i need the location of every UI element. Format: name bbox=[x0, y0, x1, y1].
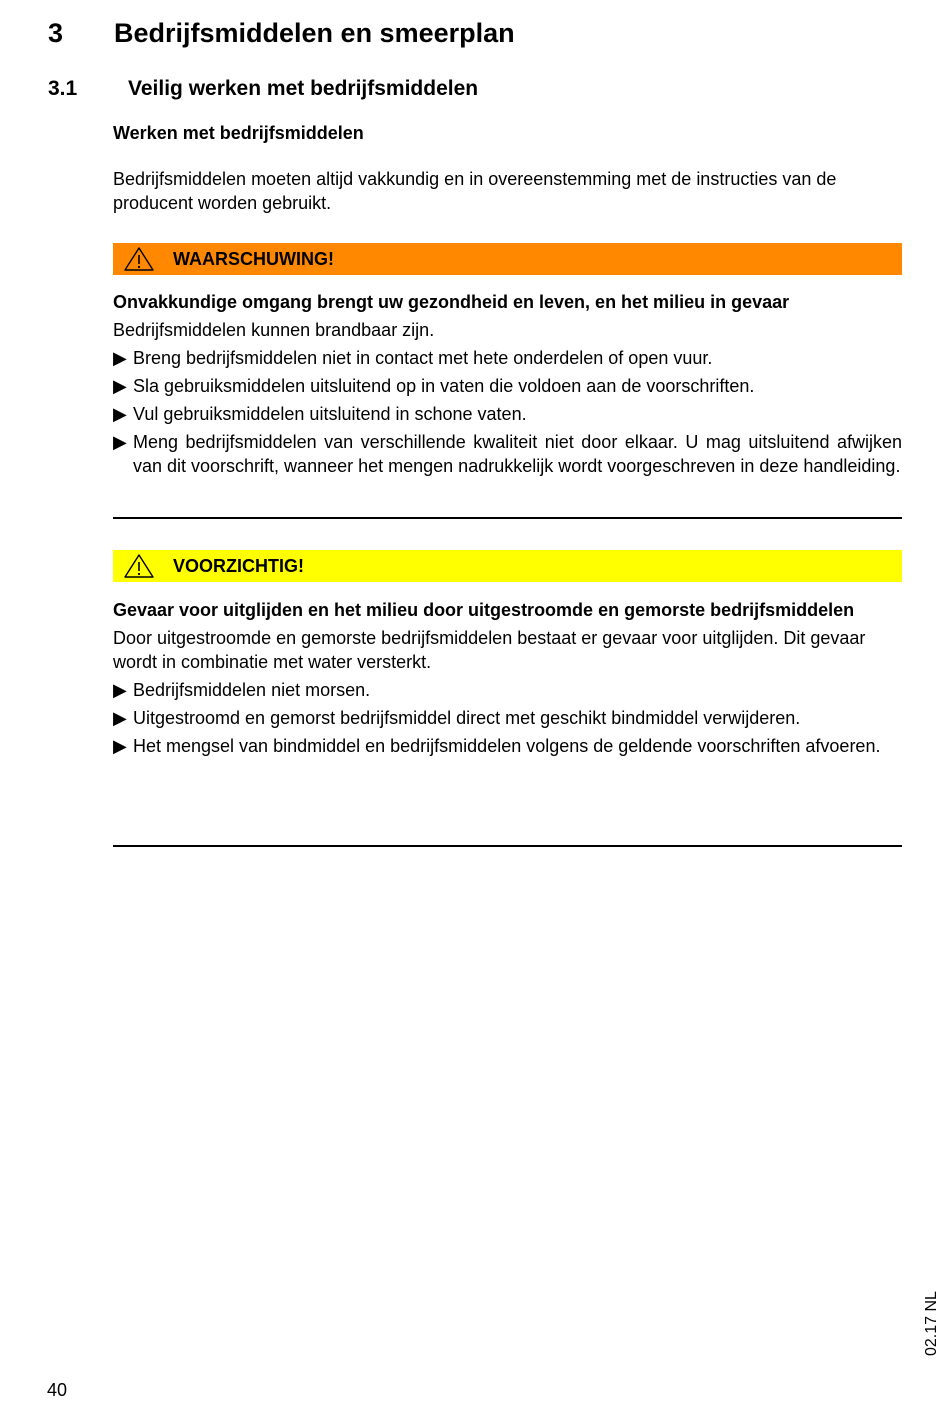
page-number: 40 bbox=[47, 1380, 68, 1400]
intro-paragraph: Bedrijfsmiddelen moeten altijd vakkundig en in overeenstemming met de instructies van de producent worden gebruikt. bbox=[113, 169, 837, 213]
bullet-arrow-icon: ▶ bbox=[113, 680, 127, 700]
section-heading bbox=[48, 75, 478, 103]
bullet-arrow-icon: ▶ bbox=[113, 348, 127, 368]
chapter-title: Bedrijfsmiddelen en smeerplan bbox=[114, 18, 515, 48]
caution-text: Door uitgestroomde en gemorste bedrijfsmiddelen bestaat er gevaar voor uitglijden. Dit gevaar wordt in combinatie met water versterkt. bbox=[113, 628, 866, 672]
caution-content bbox=[113, 598, 902, 762]
warning-text: Bedrijfsmiddelen kunnen brandbaar zijn. bbox=[113, 320, 435, 340]
warning-triangle-icon bbox=[123, 553, 155, 579]
section-number: 3.1 bbox=[48, 77, 78, 100]
chapter-number: 3 bbox=[48, 18, 64, 48]
bullet-arrow-icon: ▶ bbox=[113, 432, 127, 452]
caution-label: VOORZICHTIG! bbox=[173, 555, 304, 576]
warning-list bbox=[113, 346, 902, 478]
list-item: ▶ Breng bedrijfsmiddelen niet in contact met hete onderdelen of open vuur. bbox=[113, 348, 713, 368]
caution-signal-bar bbox=[113, 550, 902, 582]
caution-list bbox=[113, 678, 902, 758]
section-title: Veilig werken met bedrijfsmiddelen bbox=[128, 77, 479, 100]
list-item: ▶ Meng bedrijfsmiddelen van verschillende kwaliteit niet door elkaar. U mag uitsluitend afwijken van dit voorschrift, wanneer het mengen nadrukkelijk wordt voorgeschreven in deze handleiding. bbox=[113, 432, 902, 476]
chapter-heading bbox=[48, 16, 515, 50]
bullet-arrow-icon: ▶ bbox=[113, 708, 127, 728]
caution-divider bbox=[113, 845, 902, 847]
list-item: ▶ Vul gebruiksmiddelen uitsluitend in schone vaten. bbox=[113, 404, 527, 424]
warning-signal-bar bbox=[113, 243, 902, 275]
warning-label: WAARSCHUWING! bbox=[173, 248, 334, 269]
warning-title: Onvakkundige omgang brengt uw gezondheid en leven, en het milieu in gevaar bbox=[113, 292, 790, 312]
warning-content bbox=[113, 290, 902, 482]
list-item: ▶ Bedrijfsmiddelen niet morsen. bbox=[113, 680, 371, 700]
caution-title: Gevaar voor uitglijden en het milieu door uitgestroomde en gemorste bedrijfsmiddelen bbox=[113, 600, 855, 620]
list-item: ▶ Het mengsel van bindmiddel en bedrijfsmiddelen volgens de geldende voorschriften afvoeren. bbox=[113, 736, 881, 756]
list-item: ▶ Uitgestroomd en gemorst bedrijfsmiddel direct met geschikt bindmiddel verwijderen. bbox=[113, 708, 801, 728]
warning-divider bbox=[113, 517, 902, 519]
warning-triangle-icon bbox=[123, 246, 155, 272]
bullet-arrow-icon: ▶ bbox=[113, 376, 127, 396]
subsection-title: Werken met bedrijfsmiddelen bbox=[113, 123, 364, 143]
bullet-arrow-icon: ▶ bbox=[113, 404, 127, 424]
list-item: ▶ Sla gebruiksmiddelen uitsluitend op in vaten die voldoen aan de voorschriften. bbox=[113, 376, 755, 396]
bullet-arrow-icon: ▶ bbox=[113, 736, 127, 756]
document-code: 02.17 NL bbox=[923, 1291, 940, 1356]
